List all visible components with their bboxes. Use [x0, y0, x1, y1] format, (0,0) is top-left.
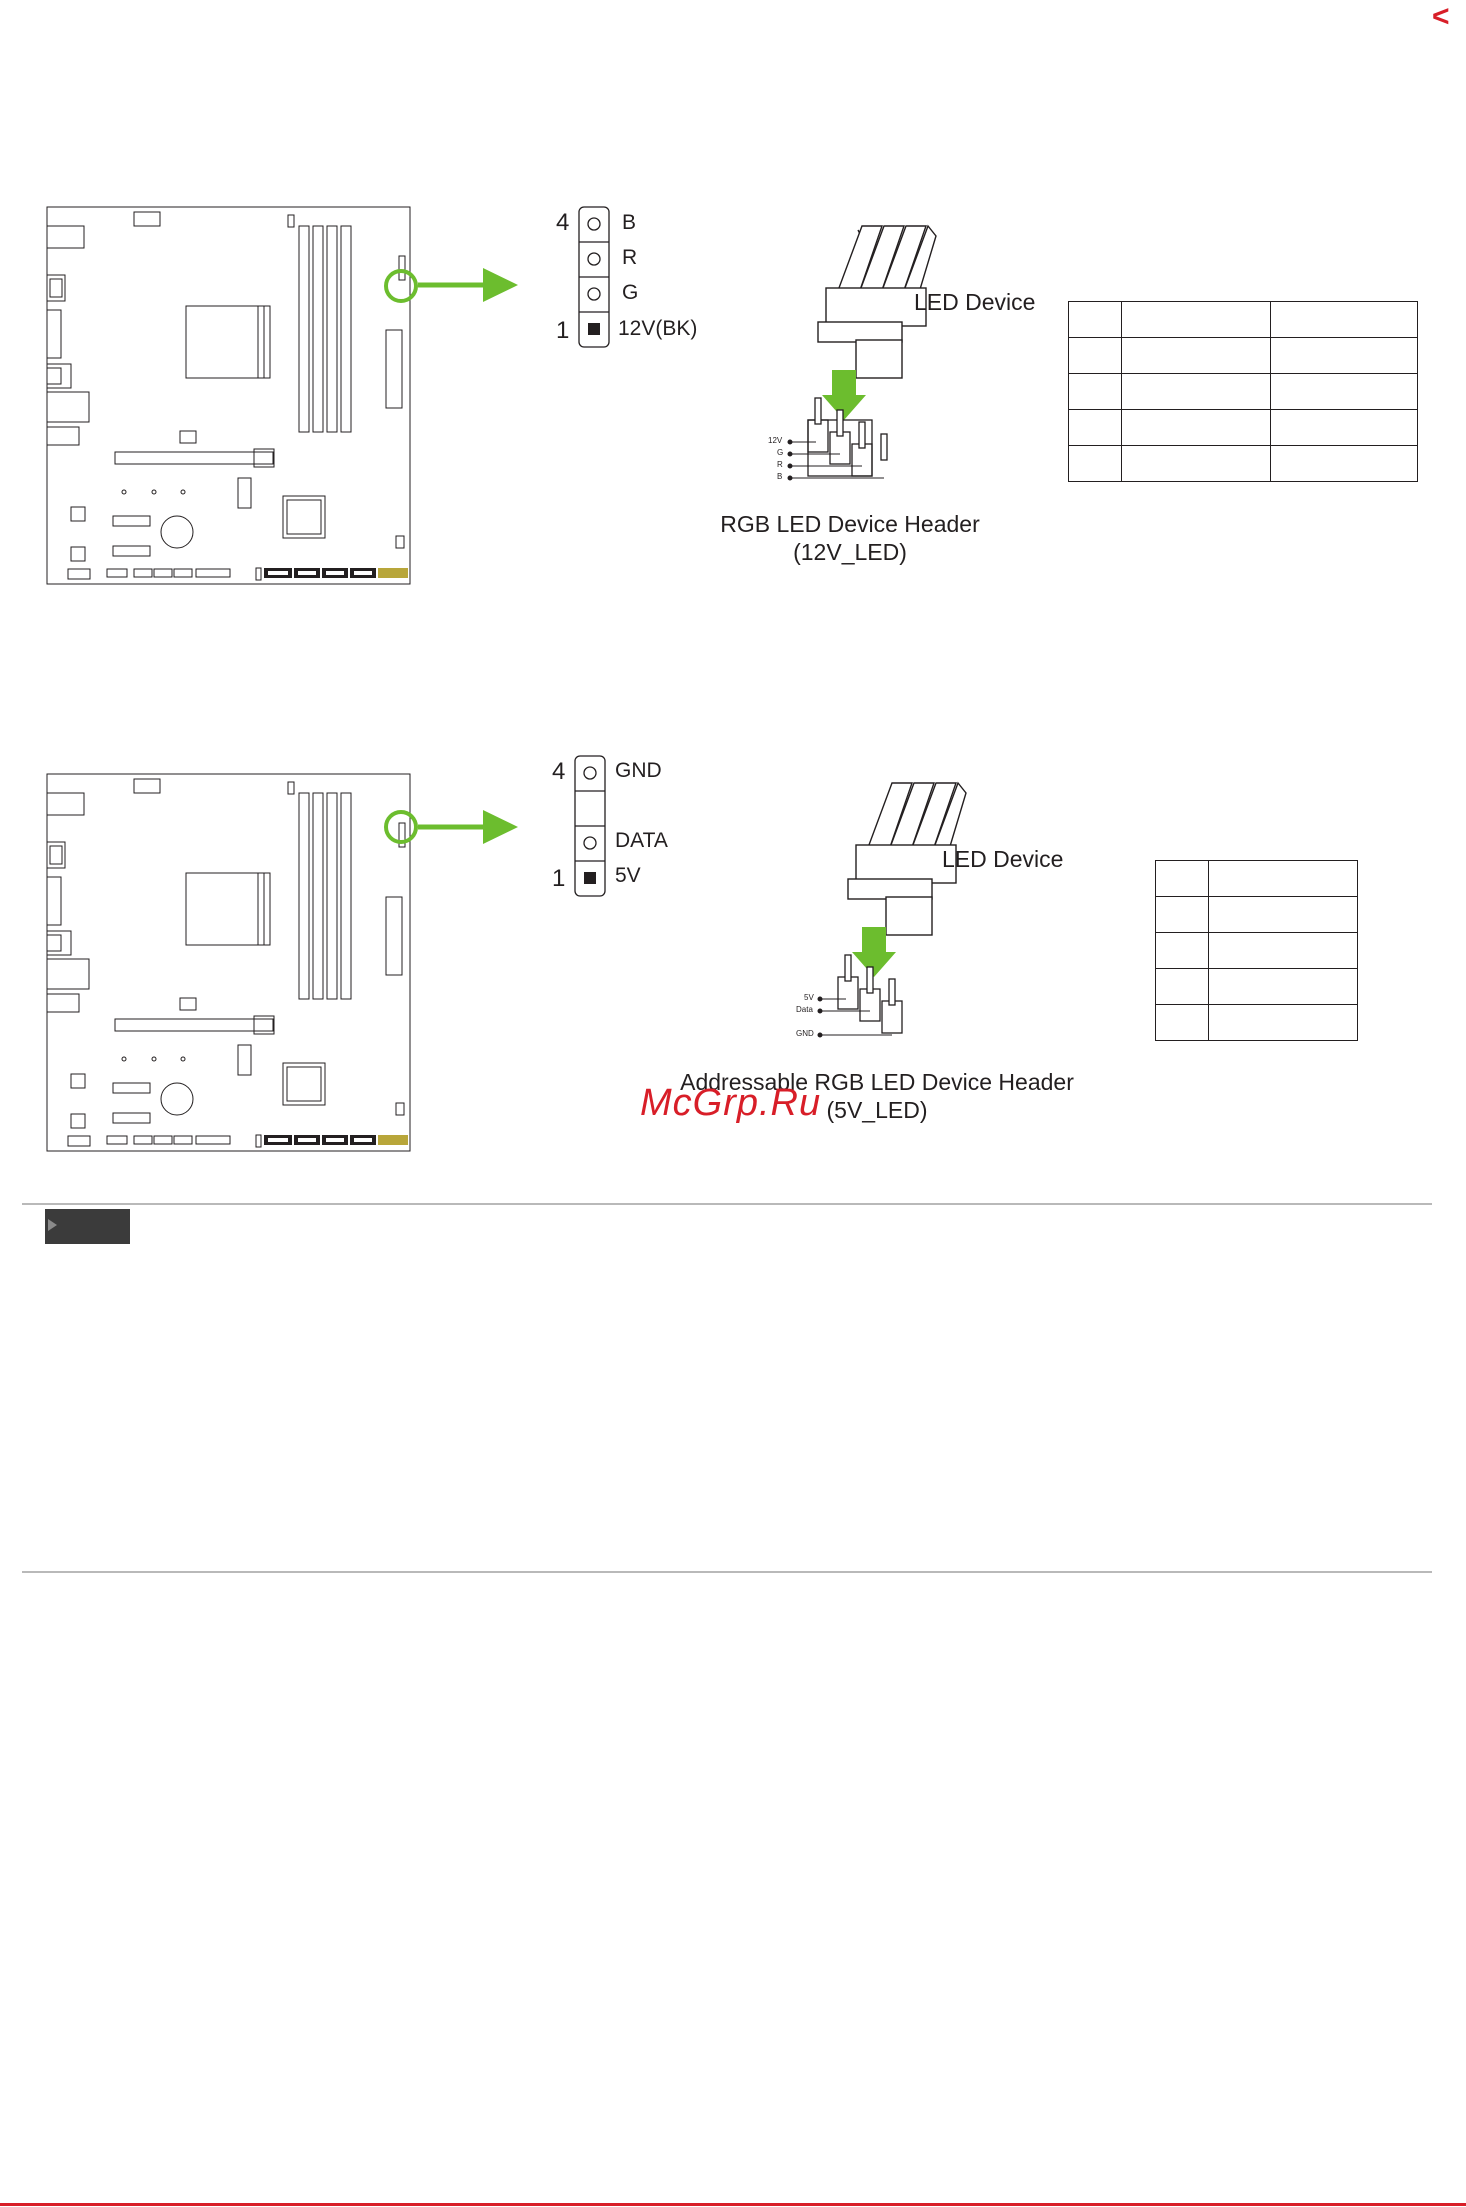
- back-arrow-icon[interactable]: <: [1432, 0, 1450, 33]
- led-device-label: LED Device: [914, 289, 1036, 315]
- pin-label-data: DATA: [615, 829, 668, 852]
- pin-number-4: 4: [552, 758, 566, 785]
- table-row: [1156, 861, 1358, 897]
- table-row: [1156, 933, 1358, 969]
- pin-label-5v: 5V: [615, 864, 641, 887]
- divider-top: [22, 1203, 1432, 1205]
- connector-pin-12v: 12V: [768, 436, 783, 445]
- connector-pin-g: G: [777, 448, 784, 457]
- pin-label-g: G: [622, 281, 639, 304]
- pin-number-4: 4: [556, 209, 570, 236]
- table-row: [1069, 302, 1418, 338]
- connector-pin-gnd: GND: [796, 1029, 814, 1038]
- led-device-label: LED Device: [942, 846, 1064, 872]
- table-row: [1069, 446, 1418, 482]
- connector-pin-5v: 5V: [804, 993, 814, 1002]
- note-tag: [45, 1209, 130, 1244]
- table-row: [1156, 969, 1358, 1005]
- footer-line: [0, 2203, 1466, 2206]
- table-row: [1156, 897, 1358, 933]
- pin-label-r: R: [622, 246, 638, 269]
- pin-number-1: 1: [552, 865, 566, 892]
- table-row: [1156, 1005, 1358, 1041]
- divider-bottom: [22, 1571, 1432, 1573]
- pin-label-gnd: GND: [615, 759, 662, 782]
- watermark: McGrp.Ru: [640, 1082, 822, 1124]
- connector-pin-b: B: [777, 472, 783, 481]
- table-row: [1069, 374, 1418, 410]
- rgb-header-caption: RGB LED Device Header (12V_LED): [720, 511, 980, 565]
- connector-pin-data: Data: [796, 1005, 813, 1014]
- argb-header-caption: Addressable RGB LED Device Header (5V_LED): [680, 1069, 1074, 1123]
- pin-number-1: 1: [556, 317, 570, 344]
- table-row: [1069, 410, 1418, 446]
- pin-table-5v: [1155, 860, 1358, 1041]
- pin-label-12v: 12V(BK): [618, 317, 698, 340]
- pin-label-b: B: [622, 211, 637, 234]
- note-triangle-icon: [48, 1219, 57, 1231]
- led-device-connector-5v: [0, 557, 1466, 1157]
- connector-pin-r: R: [777, 460, 783, 469]
- table-row: [1069, 338, 1418, 374]
- pin-table-12v: [1068, 301, 1418, 482]
